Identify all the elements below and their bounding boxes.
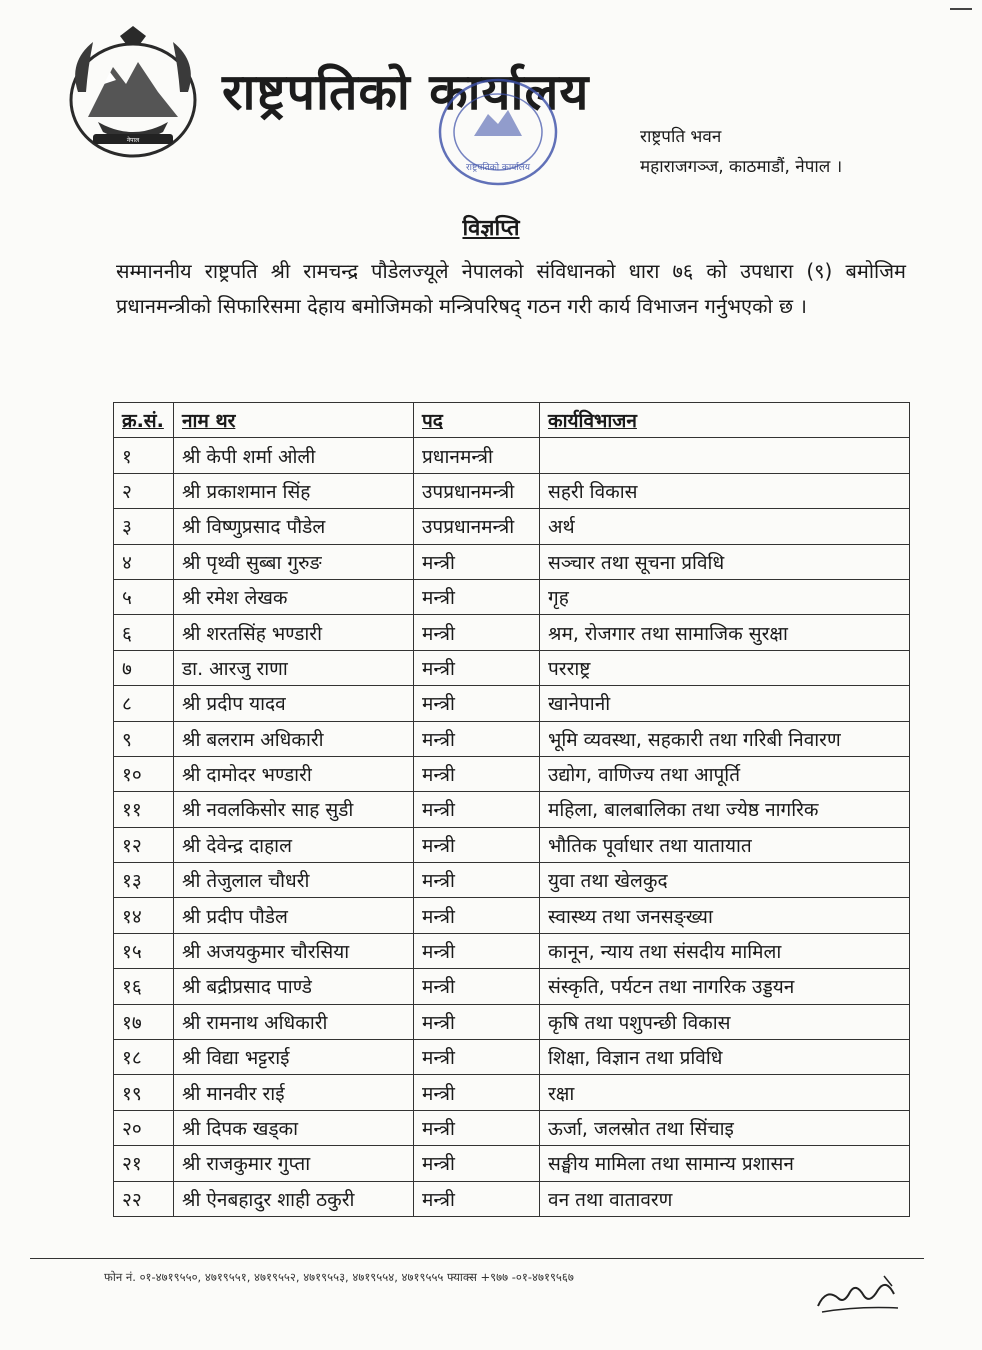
office-title: राष्ट्रपतिको कार्यालय xyxy=(222,63,590,121)
cell-portfolio: उद्योग, वाणिज्य तथा आपूर्ति xyxy=(540,756,910,791)
cell-portfolio: भूमि व्यवस्था, सहकारी तथा गरिबी निवारण xyxy=(540,721,910,756)
table-row xyxy=(114,933,910,968)
cell-portfolio: खानेपानी xyxy=(540,686,910,721)
cell-name: श्री प्रदीप पौडेल xyxy=(174,898,414,933)
cell-portfolio: परराष्ट्र xyxy=(540,650,910,685)
cell-portfolio: महिला, बालबालिका तथा ज्येष्ठ नागरिक xyxy=(540,792,910,827)
cell-post: मन्त्री xyxy=(414,898,540,933)
table-row xyxy=(114,863,910,898)
cell-name: श्री दिपक खड्का xyxy=(174,1110,414,1145)
cell-name: श्री रमेश लेखक xyxy=(174,579,414,614)
cell-post: मन्त्री xyxy=(414,1146,540,1181)
cell-post: मन्त्री xyxy=(414,650,540,685)
cell-portfolio: सहरी विकास xyxy=(540,473,910,508)
cell-portfolio: सञ्चार तथा सूचना प्रविधि xyxy=(540,544,910,579)
cell-sn: ९ xyxy=(114,721,174,756)
cell-sn: ५ xyxy=(114,579,174,614)
office-address xyxy=(640,122,842,182)
cell-post: उपप्रधानमन्त्री xyxy=(414,509,540,544)
cell-post: मन्त्री xyxy=(414,615,540,650)
cell-sn: १२ xyxy=(114,827,174,862)
cell-name: श्री मानवीर राई xyxy=(174,1075,414,1110)
table-row xyxy=(114,1075,910,1110)
cell-post: मन्त्री xyxy=(414,1075,540,1110)
cell-name: श्री विष्णुप्रसाद पौडेल xyxy=(174,509,414,544)
cell-portfolio: स्वास्थ्य तथा जनसङ्ख्या xyxy=(540,898,910,933)
cell-post: प्रधानमन्त्री xyxy=(414,438,540,473)
cell-name: श्री तेजुलाल चौधरी xyxy=(174,863,414,898)
notice-body: सम्माननीय राष्ट्रपति श्री रामचन्द्र पौडेलज्यूले नेपालको संविधानको धारा ७६ को उपधारा (९) बमोजिम प्रधानमन्त्रीको सिफारिसमा देहाय बमोजिमको मन्त्रिपरिषद् गठन गरी कार्य विभाजन गर्नुभएको छ । xyxy=(116,259,906,318)
cell-sn: १ xyxy=(114,438,174,473)
cabinet-table xyxy=(113,402,910,1217)
cell-post: मन्त्री xyxy=(414,1181,540,1216)
cell-post: मन्त्री xyxy=(414,969,540,1004)
cell-name: श्री अजयकुमार चौरसिया xyxy=(174,933,414,968)
table-row xyxy=(114,1004,910,1039)
cell-sn: २० xyxy=(114,1110,174,1145)
address-line-2: महाराजगञ्ज, काठमाडौं, नेपाल । xyxy=(640,157,843,177)
cell-portfolio: अर्थ xyxy=(540,509,910,544)
table-row xyxy=(114,969,910,1004)
corner-mark xyxy=(950,8,972,10)
cell-name: श्री रामनाथ अधिकारी xyxy=(174,1004,414,1039)
table-row xyxy=(114,1181,910,1216)
cell-sn: २ xyxy=(114,473,174,508)
cell-name: श्री बद्रीप्रसाद पाण्डे xyxy=(174,969,414,1004)
cell-portfolio xyxy=(540,438,910,473)
cell-name: श्री विद्या भट्टराई xyxy=(174,1040,414,1075)
cell-post: मन्त्री xyxy=(414,579,540,614)
table-row xyxy=(114,509,910,544)
table-row xyxy=(114,792,910,827)
cell-post: मन्त्री xyxy=(414,933,540,968)
cell-portfolio: श्रम, रोजगार तथा सामाजिक सुरक्षा xyxy=(540,615,910,650)
cell-post: मन्त्री xyxy=(414,863,540,898)
cell-name: श्री प्रकाशमान सिंह xyxy=(174,473,414,508)
cell-sn: ३ xyxy=(114,509,174,544)
cell-sn: ४ xyxy=(114,544,174,579)
cell-sn: ७ xyxy=(114,650,174,685)
table-row xyxy=(114,438,910,473)
table-row xyxy=(114,1110,910,1145)
cell-post: मन्त्री xyxy=(414,1004,540,1039)
cell-post: मन्त्री xyxy=(414,686,540,721)
cell-sn: १७ xyxy=(114,1004,174,1039)
cell-portfolio: ऊर्जा, जलस्रोत तथा सिंचाइ xyxy=(540,1110,910,1145)
cell-post: मन्त्री xyxy=(414,827,540,862)
table-row xyxy=(114,898,910,933)
cell-sn: २१ xyxy=(114,1146,174,1181)
svg-text:नेपाल: नेपाल xyxy=(126,137,140,144)
table-row xyxy=(114,544,910,579)
cell-portfolio: सङ्घीय मामिला तथा सामान्य प्रशासन xyxy=(540,1146,910,1181)
cell-name: श्री शरतसिंह भण्डारी xyxy=(174,615,414,650)
cell-post: मन्त्री xyxy=(414,756,540,791)
cell-sn: ११ xyxy=(114,792,174,827)
cell-portfolio: संस्कृति, पर्यटन तथा नागरिक उड्डयन xyxy=(540,969,910,1004)
table-header-row xyxy=(114,403,910,438)
header-portfolio: कार्यविभाजन xyxy=(540,403,910,438)
table-row xyxy=(114,827,910,862)
cell-sn: १३ xyxy=(114,863,174,898)
cell-post: मन्त्री xyxy=(414,544,540,579)
cell-portfolio: युवा तथा खेलकुद xyxy=(540,863,910,898)
cell-portfolio: कृषि तथा पशुपन्छी विकास xyxy=(540,1004,910,1039)
cell-post: मन्त्री xyxy=(414,721,540,756)
table-row xyxy=(114,615,910,650)
cell-portfolio: शिक्षा, विज्ञान तथा प्रविधि xyxy=(540,1040,910,1075)
cell-name: श्री दामोदर भण्डारी xyxy=(174,756,414,791)
cell-sn: १५ xyxy=(114,933,174,968)
cell-post: मन्त्री xyxy=(414,792,540,827)
cell-name: श्री ऐनबहादुर शाही ठकुरी xyxy=(174,1181,414,1216)
table-row xyxy=(114,579,910,614)
header-sn: क्र.सं. xyxy=(114,403,174,438)
cell-name: श्री प्रदीप यादव xyxy=(174,686,414,721)
notice-title: विज्ञप्ति xyxy=(462,216,520,241)
national-emblem-icon xyxy=(58,22,208,162)
office-seal-icon xyxy=(418,70,578,200)
table-row xyxy=(114,650,910,685)
cell-name: डा. आरजु राणा xyxy=(174,650,414,685)
cell-sn: १४ xyxy=(114,898,174,933)
cell-post: उपप्रधानमन्त्री xyxy=(414,473,540,508)
cell-sn: १८ xyxy=(114,1040,174,1075)
cell-portfolio: भौतिक पूर्वाधार तथा यातायात xyxy=(540,827,910,862)
cell-name: श्री राजकुमार गुप्ता xyxy=(174,1146,414,1181)
table-row xyxy=(114,1146,910,1181)
cell-sn: १६ xyxy=(114,969,174,1004)
cell-name: श्री देवेन्द्र दाहाल xyxy=(174,827,414,862)
cell-sn: ८ xyxy=(114,686,174,721)
cell-post: मन्त्री xyxy=(414,1040,540,1075)
cell-portfolio: कानून, न्याय तथा संसदीय मामिला xyxy=(540,933,910,968)
signature-icon xyxy=(808,1268,908,1318)
cell-name: श्री नवलकिसोर साह सुडी xyxy=(174,792,414,827)
table-row xyxy=(114,1040,910,1075)
table-row xyxy=(114,756,910,791)
cell-name: श्री पृथ्वी सुब्बा गुरुङ xyxy=(174,544,414,579)
cell-portfolio: रक्षा xyxy=(540,1075,910,1110)
cell-sn: २२ xyxy=(114,1181,174,1216)
table-row xyxy=(114,473,910,508)
cell-portfolio: गृह xyxy=(540,579,910,614)
address-line-1: राष्ट्रपति भवन xyxy=(640,127,722,147)
table-row xyxy=(114,686,910,721)
header-post: पद xyxy=(414,403,540,438)
cell-post: मन्त्री xyxy=(414,1110,540,1145)
cell-sn: १० xyxy=(114,756,174,791)
table-row xyxy=(114,721,910,756)
header-name: नाम थर xyxy=(174,403,414,438)
cell-portfolio: वन तथा वातावरण xyxy=(540,1181,910,1216)
cell-sn: १९ xyxy=(114,1075,174,1110)
cell-name: श्री केपी शर्मा ओली xyxy=(174,438,414,473)
cell-name: श्री बलराम अधिकारी xyxy=(174,721,414,756)
svg-text:राष्ट्रपतिको कार्यालय: राष्ट्रपतिको कार्यालय xyxy=(465,163,531,173)
footer-contact: फोन नं. ०१-४७१९५५०, ४७१९५५१, ४७१९५५२, ४७१९५५३, ४७१९५५४, ४७१९५५५ फ्याक्स +९७७ -०१-४७१९५६७ xyxy=(104,1270,574,1284)
footer-divider xyxy=(30,1258,924,1259)
cell-sn: ६ xyxy=(114,615,174,650)
